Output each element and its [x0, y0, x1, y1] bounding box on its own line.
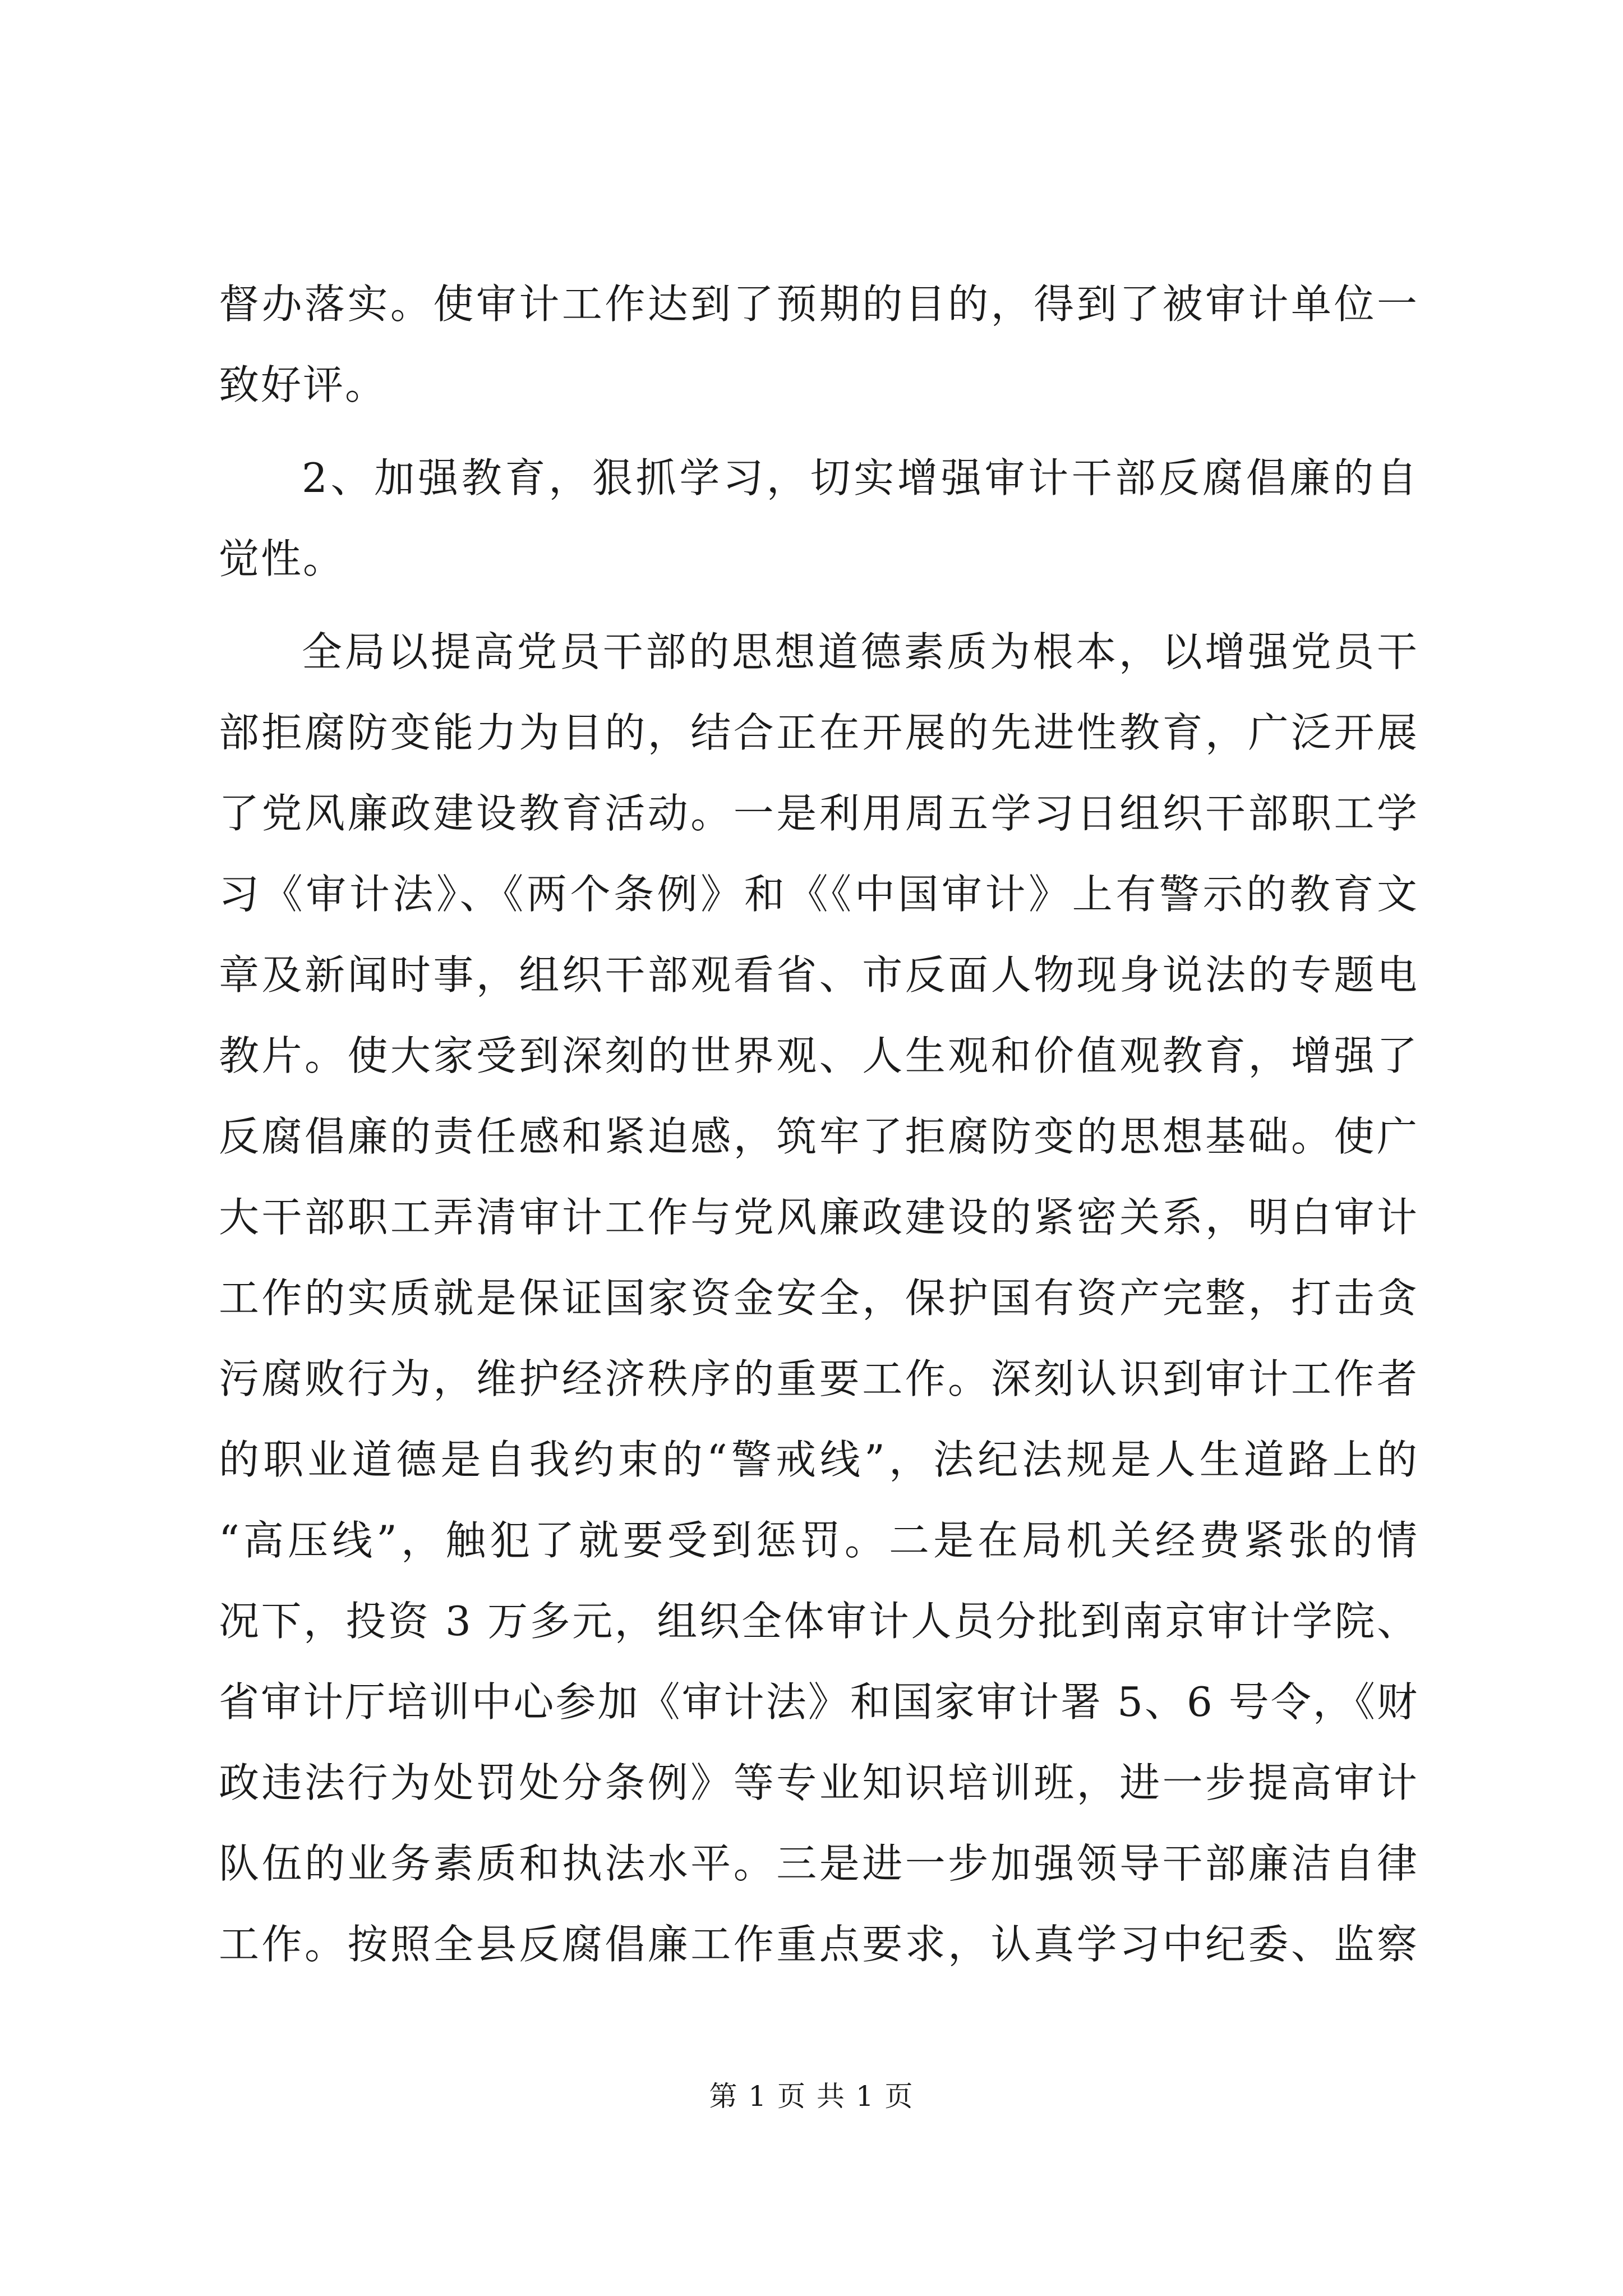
text-line: 反腐倡廉的责任感和紧迫感，筑牢了拒腐防变的思想基础。使广: [219, 1113, 1419, 1160]
text-line: 教片。使大家受到深刻的世界观、人生观和价值观教育，增强了: [219, 1032, 1419, 1079]
text-line: 致好评。: [219, 361, 388, 408]
text-line: 了党风廉政建设教育活动。一是利用周五学习日组织干部职工学: [219, 790, 1419, 837]
text-line: 工作的实质就是保证国家资金安全，保护国有资产完整，打击贪: [219, 1274, 1419, 1322]
text-line: 全局以提高党员干部的思想道德素质为根本，以增强党员干: [302, 628, 1419, 675]
text-line: 工作。按照全县反腐倡廉工作重点要求，认真学习中纪委、监察: [219, 1921, 1419, 1968]
paragraph-gap: [219, 599, 1419, 611]
text-line: 队伍的业务素质和执法水平。三是进一步加强领导干部廉洁自律: [219, 1840, 1419, 1887]
text-line: 督办落实。使审计工作达到了预期的目的，得到了被审计单位一: [219, 280, 1419, 328]
text-line: 觉性。: [219, 535, 345, 582]
paragraph-gap: [219, 425, 1419, 438]
text-line: 况下，投资 3 万多元，组织全体审计人员分批到南京审计学院、: [219, 1598, 1419, 1645]
text-line: 的职业道德是自我约束的“警戒线”，法纪法规是人生道路上的: [219, 1436, 1419, 1483]
text-line: 大干部职工弄清审计工作与党风廉政建设的紧密关系，明白审计: [219, 1194, 1419, 1241]
text-line: “高压线”，触犯了就要受到惩罚。二是在局机关经费紧张的情: [219, 1517, 1419, 1564]
text-line: 污腐败行为，维护经济秩序的重要工作。深刻认识到审计工作者: [219, 1355, 1419, 1402]
page-footer: 第 1 页 共 1 页: [709, 2080, 914, 2113]
text-line: 政违法行为处罚处分条例》等专业知识培训班，进一步提高审计: [219, 1759, 1419, 1806]
text-line: 省审计厅培训中心参加《审计法》和国家审计署 5、6 号令，《财: [219, 1678, 1419, 1726]
text-line: 章及新闻时事，组织干部观看省、市反面人物现身说法的专题电: [219, 951, 1419, 999]
text-line: 部拒腐防变能力为目的，结合正在开展的先进性教育，广泛开展: [219, 709, 1419, 756]
text-line: 2、加强教育，狠抓学习，切实增强审计干部反腐倡廉的自: [302, 454, 1419, 501]
document-body: [219, 264, 1419, 1985]
text-line: 习《审计法》、《两个条例》和《《中国审计》上有警示的教育文: [219, 871, 1419, 918]
